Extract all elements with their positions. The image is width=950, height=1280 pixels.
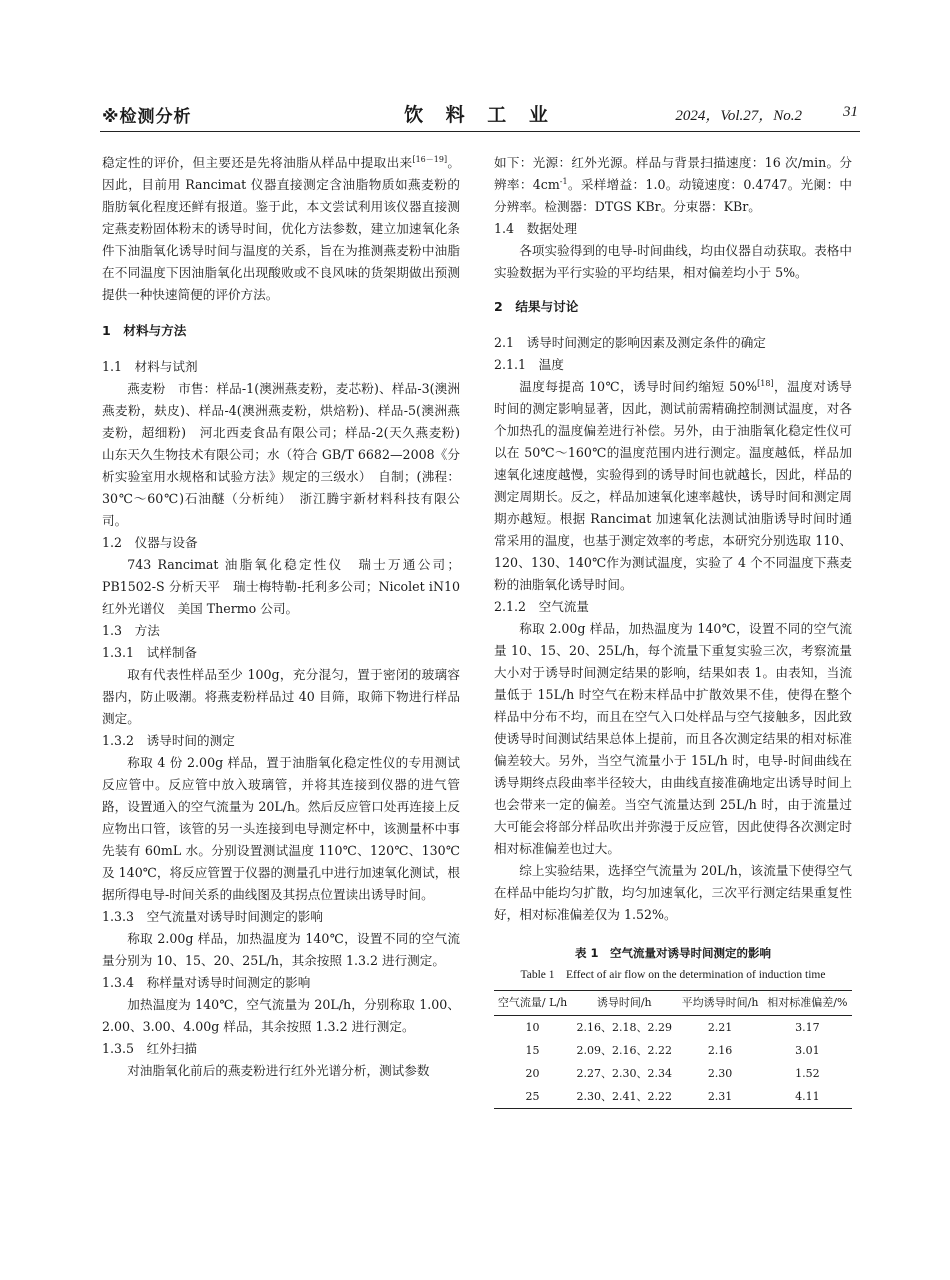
section-1-3-3-heading: 1.3.3 空气流量对诱导时间测定的影响 [102, 909, 323, 924]
issue-info: 2024，Vol.27，No.2 [675, 108, 802, 124]
section-1-4-text: 各项实验得到的电导-时间曲线，均由仪器自动获取。表格中实验数据为平行实验的平均结果，相对偏差均小于 5%。 [494, 243, 852, 280]
table-header-cell: 相对标准偏差/% [763, 991, 852, 1016]
section-1-1-heading: 1.1 材料与试剂 [102, 359, 198, 374]
citation: [18] [757, 378, 774, 388]
section-1-3-3-text: 称取 2.00g 样品，加热温度为 140℃，设置不同的空气流量分别为 10、15、20、25L/h，其余按照 1.3.2 进行测定。 [102, 931, 460, 968]
section-1-heading: 1 材料与方法 [102, 323, 187, 338]
table-cell: 4.11 [763, 1085, 852, 1109]
table-cell: 2.16 [707, 1043, 733, 1057]
ir-params-continued: 如下：光源：红外光源。样品与背景扫描速度：16 次/min。分辨率：$4cm^{-1}$。采样增益：1.0。动镜速度：0.4747。光阑：中分辨率。检测器：DTGS KBr。分束器：KBr。 [494, 155, 852, 214]
table-row [494, 1016, 852, 1040]
section-1-1-text: 燕麦粉 市售：样品-1(澳洲燕麦粉，麦芯粉)、样品-3(澳洲燕麦粉，麸皮)、样品-4(澳洲燕麦粉，烘焙粉)、样品-5(澳洲燕麦粉，超细粉) 河北西麦食品有限公司；样品-2(天久燕麦粉) 山东天久生物技术有限公司；水（符合 GB/T 6682—2008《分析实验室用水规格和试验方法》规定的三级水） 自制；(沸程：30℃～60℃)石油醚（分析纯） 浙江腾宇新材料科技有限公司。 [102, 381, 473, 528]
table-cell: 25 [494, 1085, 571, 1109]
air-flow-table [494, 990, 852, 1109]
table-row [494, 1039, 852, 1062]
table-header-cell: 空气流量/ L/h [494, 991, 571, 1016]
section-1-3-1-heading: 1.3.1 试样制备 [102, 645, 198, 660]
table-cell: 2.30、2.41、2.22 [571, 1085, 677, 1109]
table-cell: 3.17 [795, 1020, 820, 1034]
section-2-1-heading: 2.1 诱导时间测定的影响因素及测定条件的确定 [494, 335, 766, 350]
section-label: ※检测分析 [102, 107, 192, 127]
section-1-3-1-text: 取有代表性样品至少 100g，充分混匀，置于密闭的玻璃容器内，防止吸潮。将燕麦粉样品过 40 目筛，取筛下物进行样品测定。 [102, 667, 460, 726]
section-1-2-heading: 1.2 仪器与设备 [102, 535, 198, 550]
section-2-1-2-text: 称取 2.00g 样品，加热温度为 140℃，设置不同的空气流量 10、15、20、25L/h，每个流量下重复实验三次，考察流量大小对于诱导时间测定结果的影响，结果如表 1。由表知，当流量低于 15L/h 时空气在粉末样品中扩散效果不佳，使得在整个样品中分布不均，而且在空气入口处样品与空气接触多，因此致使诱导时间测试结果总体上提前，而且各次测定结果的相对标准偏差较大。另外，当空气流量小于 15L/h 时，电导-时间曲线在诱导期终点段曲率半径较大，由曲线直接准确地定出诱导时间上也会带来一定的偏差。当空气流量达到 25L/h 时，由于流量过大可能会将部分样品吹出并弥漫于反应管，因此使得各次测定时相对标准偏差也过大。 [494, 621, 852, 856]
table-row [494, 1062, 852, 1085]
table-header-cell: 诱导时间/h [571, 991, 677, 1016]
table-cell: 1.52 [795, 1066, 820, 1080]
section-2-1-2-heading: 2.1.2 空气流量 [494, 599, 590, 614]
table-cell: 20 [525, 1066, 540, 1080]
table-header-row [494, 991, 852, 1016]
table-cell: 2.09、2.16、2.22 [576, 1043, 672, 1057]
citation: [16－19] [412, 154, 448, 164]
section-2-1-2-summary: 综上实验结果，选择空气流量为 20L/h，该流量下使得空气在样品中能均匀扩散，均匀加速氧化，三次平行测定结果重复性好，相对标准偏差仅为 1.52%。 [494, 863, 852, 922]
table-cell: 10 [525, 1020, 540, 1034]
table-cell: 2.21 [707, 1020, 733, 1034]
header-rule [100, 131, 860, 132]
left-column [102, 152, 473, 1082]
section-1-4-heading: 1.4 数据处理 [494, 221, 577, 236]
section-1-3-5-text: 对油脂氧化前后的燕麦粉进行红外光谱分析，测试参数 [127, 1063, 430, 1078]
table-cell: 15 [525, 1043, 540, 1057]
section-1-3-5-heading: 1.3.5 红外扫描 [102, 1041, 198, 1056]
section-1-3-4-heading: 1.3.4 称样量对诱导时间测定的影响 [102, 975, 311, 990]
page-number: 31 [843, 104, 858, 120]
section-2-heading: 2 结果与讨论 [494, 299, 579, 314]
section-2-1-1-heading: 2.1.1 温度 [494, 357, 564, 372]
table-cell: 2.16、2.18、2.29 [576, 1020, 672, 1034]
right-column [494, 152, 852, 1109]
section-2-1-1-text: 温度每提高 10℃，诱导时间约缩短 50%[18]，温度对诱导时间的测定影响显著，因此，测试前需精确控制测试温度，对各个加热孔的温度偏差进行补偿。另外，由于油脂氧化稳定性仪可以在 50℃～160℃的温度范围内进行测定。温度越低，样品加速氧化速度越慢，实验得到的诱导时间也就越长，因此，样品的测定周期长。反之，样品加速氧化速率越快，诱导时间和测定周期亦越短。根据 Rancimat 加速氧化法测试油脂诱导时间时通常采用的温度，也基于测定效率的考虑，本研究分别选取 110、120、130、140℃作为测试温度，实验了 4 个不同温度下燕麦粉的油脂氧化诱导时间。 [494, 378, 852, 592]
section-1-2-text: 743 Rancimat 油脂氧化稳定性仪 瑞士万通公司；PB1502-S 分析天平 瑞士梅特勒-托利多公司；Nicolet iN10 红外光谱仪 美国 Thermo 公司。 [102, 557, 460, 616]
table-row [494, 1085, 852, 1109]
table-cell: 2.31 [677, 1085, 762, 1109]
section-1-3-2-heading: 1.3.2 诱导时间的测定 [102, 733, 235, 748]
journal-title: 饮 料 工 业 [404, 104, 556, 126]
section-1-3-heading: 1.3 方法 [102, 623, 160, 638]
section-1-3-4-text: 加热温度为 140℃，空气流量为 20L/h，分别称取 1.00、2.00、3.00、4.00g 样品，其余按照 1.3.2 进行测定。 [102, 997, 460, 1034]
table-caption-cn: 表 1 空气流量对诱导时间测定的影响 [574, 946, 771, 960]
table-cell: 3.01 [795, 1043, 820, 1057]
intro-paragraph: 稳定性的评价，但主要还是先将油脂从样品中提取出来[16－19]。因此，目前用 Rancimat 仪器直接测定含油脂物质如燕麦粉的脂肪氧化程度还鲜有报道。鉴于此，本文尝试利用该仪器直接测定燕麦粉固体粉末的诱导时间，优化方法参数，建立加速氧化条件下油脂氧化诱导时间与温度的关系，旨在为推测燕麦粉中油脂在不同温度下因油脂氧化出现酸败或不良风味的货架期做出预测提供一种快速简便的评价方法。 [102, 154, 461, 302]
section-1-3-2-text: 称取 4 份 2.00g 样品，置于油脂氧化稳定性仪的专用测试反应管中。反应管中放入玻璃管，并将其连接到仪器的进气管路，设置通入的空气流量为 20L/h。然后反应管口处再连接上反应物出口管，该管的另一头连接到电导测定杯中，该测量杯中事先装有 60mL 水。分别设置测试温度 110℃、120℃、130℃及 140℃，将反应管置于仪器的测量孔中进行加速氧化测试，根据所得电导-时间关系的曲线图及其拐点位置读出诱导时间。 [102, 755, 460, 902]
table-cell: 2.30 [707, 1066, 733, 1080]
table-cell: 2.27、2.30、2.34 [576, 1066, 672, 1080]
table-header-cell: 平均诱导时间/h [677, 991, 762, 1016]
table-caption-en: Table 1 Effect of air flow on the determination of induction time [520, 969, 826, 981]
